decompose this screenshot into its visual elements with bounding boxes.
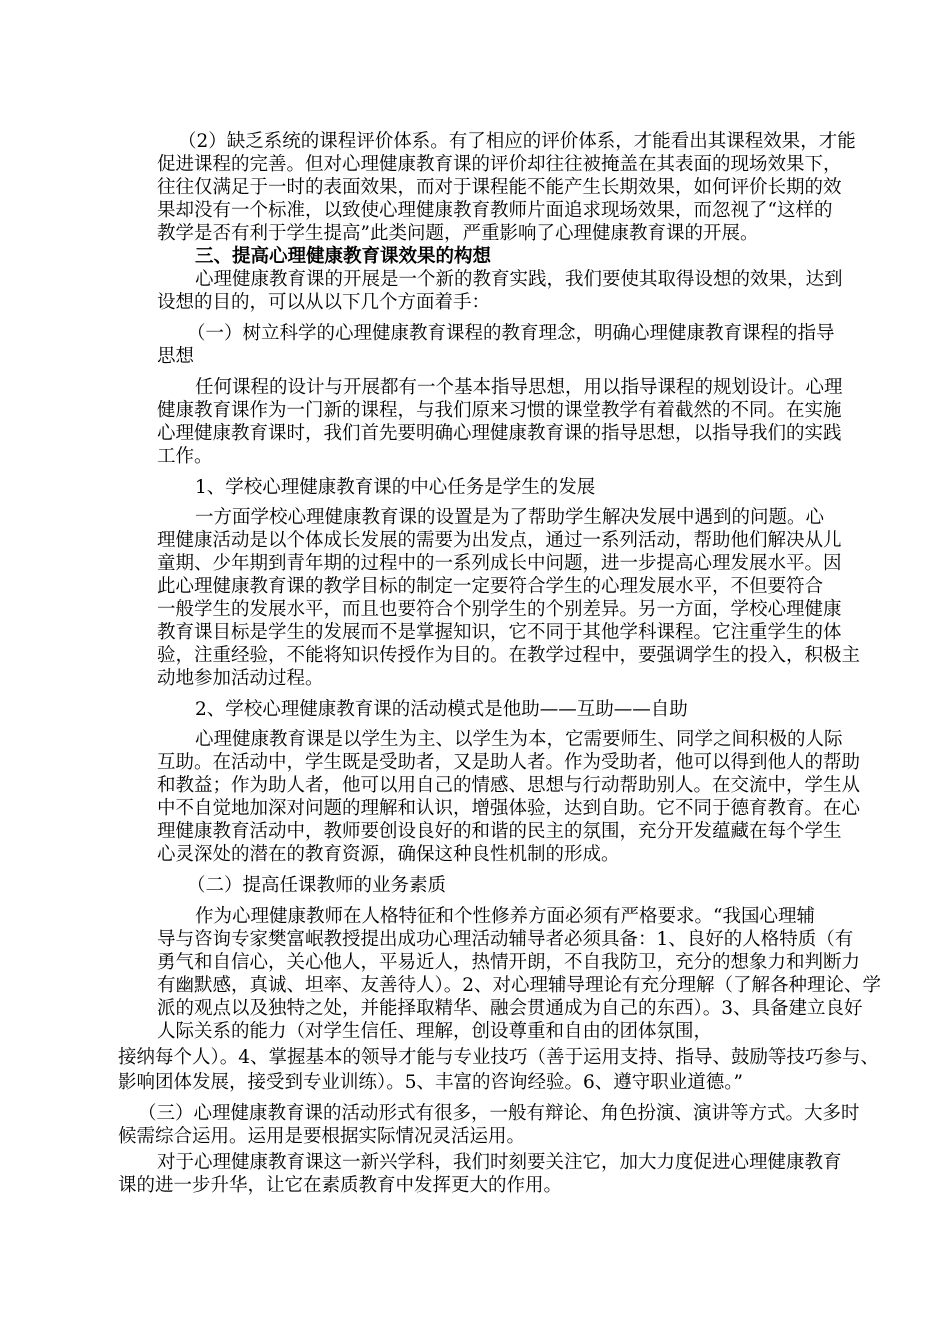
text-line: 验，注重经验，不能将知识传授作为目的。在教学过程中，要强调学生的投入，积极主 [157,645,861,666]
text-line: 勇气和自信心，关心他人，平易近人，热情开朗，不自我防卫，充分的想象力和判断力 [157,952,861,973]
text-line: 果却没有一个标准，以致使心理健康教育教师片面追求现场效果，而忽视了“这样的 [157,200,833,221]
text-line: 童期、少年期到青年期的过程中的一系列成长中问题，进一步提高心理发展水平。因 [157,553,842,574]
subsection-heading-continuation: 思想 [157,346,195,367]
subsection-paragraph: （三）心理健康教育课的活动形式有很多，一般有辩论、角色扮演、演讲等方式。大多时 [138,1103,860,1124]
text-line: 此心理健康教育课的教学目标的制定一定要符合学生的心理发展水平，不但要符合 [157,576,824,597]
text-line: 理健康教育活动中，教师要创设良好的和谐的民主的氛围，充分开发蕴藏在每个学生 [157,821,842,842]
text-line: 一方面学校心理健康教育课的设置是为了帮助学生解决发展中遇到的问题。心 [195,507,825,528]
text-line: 影响团体发展，接受到专业训练）。5、丰富的咨询经验。6、遵守职业道德。” [118,1072,744,1093]
section-heading: 三、提高心理健康教育课效果的构想 [195,246,492,267]
text-line: 作为心理健康教师在人格特征和个性修养方面必须有严格要求。“我国心理辅 [195,906,815,927]
text-line: 对于心理健康教育课这一新兴学科，我们时刻要关注它，加大力度促进心理健康教育 [157,1152,842,1173]
text-line: 设想的目的，可以从以下几个方面着手： [157,292,491,313]
text-line: 任何课程的设计与开展都有一个基本指导思想，用以指导课程的规划设计。心理 [195,377,843,398]
text-line: 派的观点以及独特之处，并能择取精华、融会贯通成为自己的东西）。3、具备建立良好 [157,998,863,1019]
text-line: 互助。在活动中，学生既是受助者，又是助人者。作为受助者，他可以得到他人的帮助 [157,752,861,773]
text-line: 心理健康教育课是以学生为主、以学生为本，它需要师生、同学之间积极的人际 [195,729,843,750]
text-line: （2）缺乏系统的课程评价体系。有了相应的评价体系，才能看出其课程效果，才能 [178,131,856,152]
text-line: 心灵深处的潜在的教育资源，确保这种良性机制的形成。 [157,844,620,865]
text-line: 健康教育课作为一门新的课程，与我们原来习惯的课堂教学有着截然的不同。在实施 [157,400,842,421]
text-line: 有幽默感，真诚、坦率、友善待人）。2、对心理辅导理论有充分理解（了解各种理论、学 [157,975,882,996]
text-line: 中不自觉地加深对问题的理解和认识，增强体验，达到自助。它不同于德育教育。在心 [157,798,861,819]
text-line: 工作。 [157,446,213,467]
text-line: 动地参加活动过程。 [157,668,324,689]
text-line: 往往仅满足于一时的表面效果，而对于课程能不能产生长期效果，如何评价长期的效 [157,177,842,198]
text-line: 一般学生的发展水平，而且也要符合个别学生的个别差异。另一方面，学校心理健康 [157,599,842,620]
text-line: 教学是否有利于学生提高”此类问题，严重影响了心理健康教育课的开展。 [157,223,759,244]
subsection-heading: （一）树立科学的心理健康教育课程的教育理念，明确心理健康教育课程的指导 [187,323,835,344]
text-line: 理健康活动是以个体成长发展的需要为出发点，通过一系列活动，帮助他们解决从儿 [157,530,842,551]
text-line: 课的进一步升华，让它在素质教育中发挥更大的作用。 [118,1175,563,1196]
text-line: 心理健康教育课时，我们首先要明确心理健康教育课的指导思想，以指导我们的实践 [157,423,842,444]
text-line: 接纳每个人）。4、掌握基本的领导才能与专业技巧（善于运用支持、指导、鼓励等技巧参与、 [118,1047,880,1068]
text-line: 导与咨询专家樊富岷教授提出成功心理活动辅导者必须具备：1、良好的人格特质（有 [157,929,854,950]
text-line: 教育课目标是学生的发展而不是掌握知识，它不同于其他学科课程。它注重学生的体 [157,622,842,643]
text-line: 人际关系的能力（对学生信任、理解，创设尊重和自由的团体氛围， [157,1021,713,1042]
numbered-heading: 2、学校心理健康教育课的活动模式是他助——互助——自助 [195,699,688,720]
text-line: 促进课程的完善。但对心理健康教育课的评价却往往被掩盖在其表面的现场效果下， [157,154,842,175]
numbered-heading: 1、学校心理健康教育课的中心任务是学生的发展 [195,477,596,498]
subsection-heading: （二）提高任课教师的业务素质 [187,875,447,896]
text-line: 候需综合运用。运用是要根据实际情况灵活运用。 [118,1126,526,1147]
text-line: 和教益；作为助人者，他可以用自己的情感、思想与行动帮助别人。在交流中，学生从 [157,775,861,796]
text-line: 心理健康教育课的开展是一个新的教育实践，我们要使其取得设想的效果，达到 [195,269,843,290]
